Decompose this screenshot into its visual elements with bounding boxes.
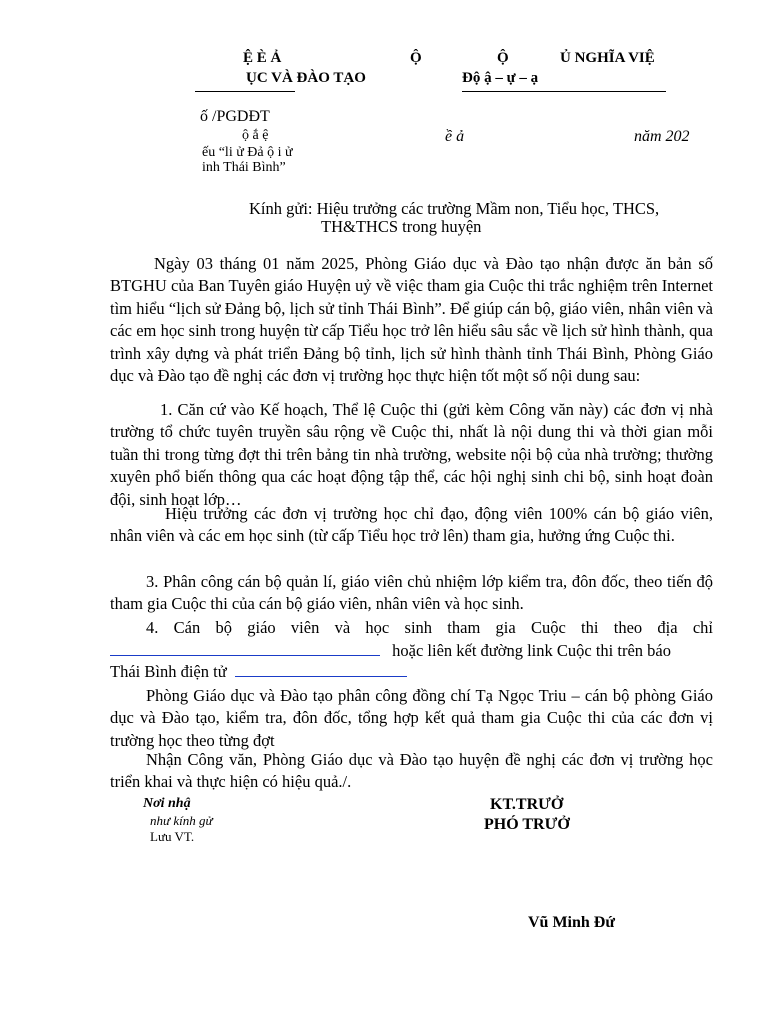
- header-left-line1b: Ộ: [410, 50, 422, 66]
- header-left-line1-text: Ệ È Ả: [243, 50, 282, 66]
- paragraph-item-3: [110, 571, 713, 616]
- site-link-blank[interactable]: [235, 661, 407, 677]
- recipients-title: Nơi nhậ: [143, 796, 191, 811]
- recipient-line2: TH&THCS trong huyện: [321, 217, 482, 236]
- date-year: năm 202: [634, 128, 690, 145]
- recipients-line2: Lưu VT.: [150, 829, 195, 844]
- paragraph-item-4-line3: [110, 661, 407, 682]
- national-title: Ủ NGHĨA VIỆ: [560, 50, 655, 66]
- header-right-line1a: Ộ: [497, 50, 509, 66]
- department-name: ỤC VÀ ĐÀO TẠO: [246, 70, 366, 86]
- about-line3: inh Thái Bình”: [202, 160, 286, 175]
- national-motto: Độ ậ – ự – ạ: [462, 70, 539, 86]
- paragraph-item-4-link-text: hoặc liên kết đường link Cuộc thi trên báo: [392, 641, 671, 660]
- signature-title-2: PHÓ TRƯỞ: [484, 816, 570, 833]
- paragraph-item-3-text: 3. Phân công cán bộ quản lí, giáo viên chủ nhiệm lớp kiểm tra, đôn đốc, theo tiến độ tham gia Cuộc thi của cán bộ giáo viên, nhân viên và học sinh.: [110, 572, 713, 614]
- paragraph-assignment: Phòng Giáo dục và Đào tạo phân công đồng chí Tạ Ngọc Triu – cán bộ phòng Giáo dục và Đào tạo, kiểm tra, đôn đốc, tổng hợp kết quả tham gia Cuộc thi của các đơn vị trường học theo từng đợt: [110, 686, 713, 750]
- paragraph-item-4-site: Thái Bình điện tử: [110, 662, 227, 681]
- paragraph-item-1: 1. Căn cứ vào Kế hoạch, Thể lệ Cuộc thi (gửi kèm Công văn này) các đơn vị nhà trường tổ chức tuyên truyền sâu rộng về Cuộc thi, nhất là nội dung thi và thời gian mỗi tuần thi trong từng đợt thi trên bảng tin nhà trường, website nội bộ của nhà trường; thường xuyên phổ biến thông qua các hoạt động tập thể, các hội nghị sinh chi bộ, sinh hoạt đoàn đội, sinh hoạt lớp…: [110, 400, 713, 509]
- date-place: ề ả: [445, 128, 465, 145]
- paragraph-item-2: Hiệu trưởng các đơn vị trường học chỉ đạo, động viên 100% cán bộ giáo viên, nhân viên và các em học sinh (từ cấp Tiểu học trở lên) tham gia, hưởng ứng Cuộc thi.: [110, 504, 713, 546]
- document-number: ố /PGDĐT: [200, 108, 270, 125]
- about-line2: ếu “li ử Đả ộ i ử: [202, 145, 293, 160]
- signer-name: Vũ Minh Đứ: [528, 914, 615, 931]
- paragraph-item-4-line1: 4. Cán bộ giáo viên và học sinh tham gia Cuộc thi theo địa chỉ: [146, 618, 713, 637]
- paragraph-intro: Ngày 03 tháng 01 năm 2025, Phòng Giáo dục và Đào tạo nhận được ăn bản số BTGHU của Ban Tuyên giáo Huyện uỷ về việc tham gia Cuộc thi trắc nghiệm trên Internet tìm hiểu “lịch sử Đảng bộ, lịch sử tỉnh Thái Bình”. Để giúp cán bộ, giáo viên, nhân viên và các em học sinh trong huyện từ cấp Tiểu học trở lên hiểu sâu sắc về lịch sử hình thành, qua trình xây dựng và phát triển Đảng bộ tỉnh, lịch sử hình thành tỉnh Thái Bình, Phòng Giáo dục và Đào tạo đề nghị các đơn vị trường học thực hiện tốt một số nội dung sau:: [110, 254, 713, 386]
- header-left-line1: [243, 50, 281, 67]
- recipients-line1: như kính gử: [150, 813, 213, 828]
- signature-title-1: KT.TRƯỞ: [490, 796, 564, 813]
- address-blank[interactable]: [110, 640, 380, 656]
- header-right-underline: [462, 91, 666, 92]
- about-line1: ộ ắ ệ: [242, 128, 269, 143]
- paragraph-closing: Nhận Công văn, Phòng Giáo dục và Đào tạo huyện đề nghị các đơn vị trường học triển khai và thực hiện có hiệu quả./.: [110, 750, 713, 792]
- paragraph-item-4-line2: [110, 640, 671, 661]
- recipient-line1: Kính gửi: Hiệu trưởng các trường Mầm non, Tiểu học, THCS,: [249, 199, 660, 218]
- header-left-underline: [195, 91, 295, 92]
